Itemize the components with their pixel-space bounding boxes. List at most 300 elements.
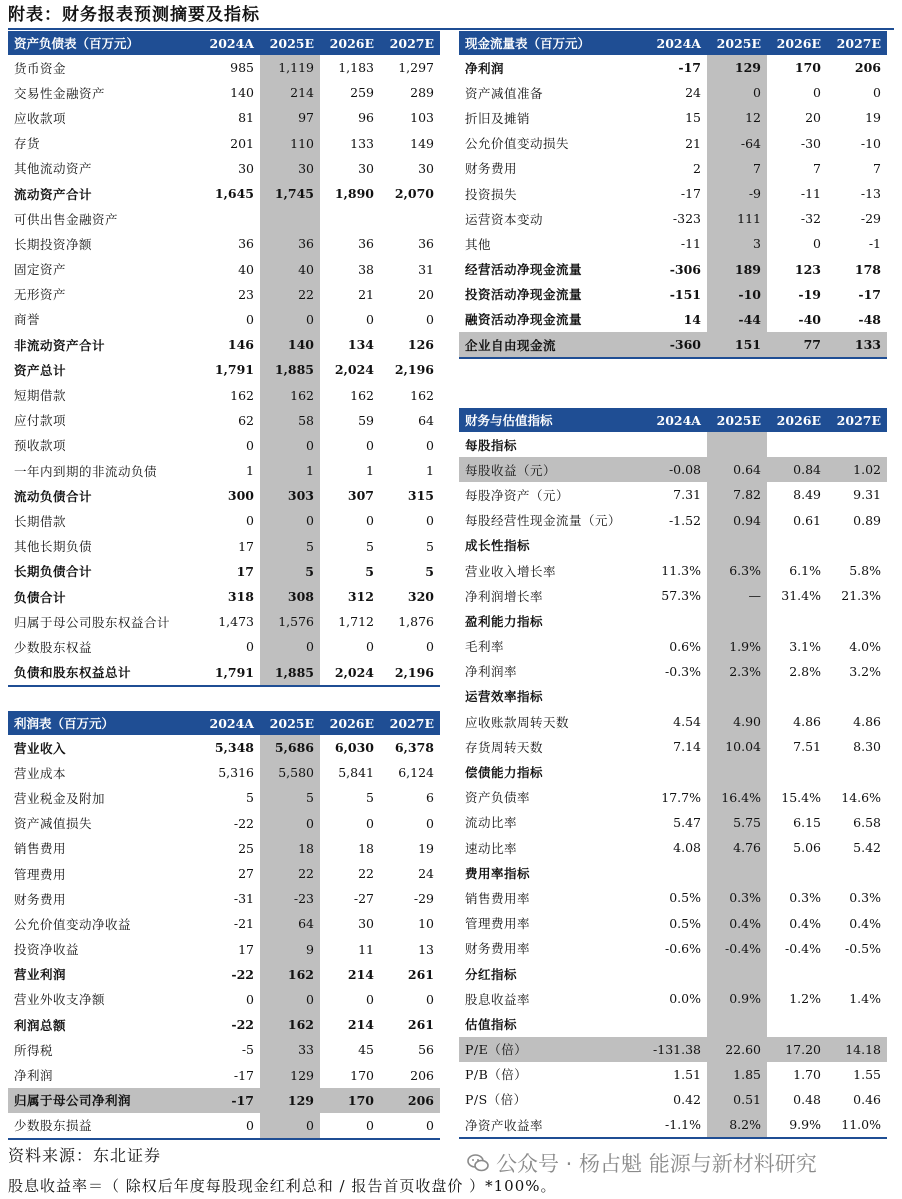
cell-value: 5,580 [260, 760, 320, 785]
cell-value [767, 860, 827, 885]
cell-value: 1,876 [398, 614, 434, 630]
cell-value: -0.4% [785, 940, 821, 956]
row-label: 净利润率 [465, 664, 518, 680]
cell-value: 4.86 [793, 714, 821, 730]
cell-value: 64 [260, 911, 320, 936]
cell-value: -22 [233, 815, 254, 831]
cell-value: -17 [194, 1088, 260, 1113]
table-row [8, 508, 440, 533]
cell-value: 77 [767, 332, 827, 358]
cell-value: 0.4% [707, 911, 767, 936]
row-label: 销售费用率 [465, 890, 531, 906]
cell-value: 0 [366, 437, 374, 453]
cell-value: -23 [260, 886, 320, 911]
cell-value: 146 [227, 337, 254, 353]
cell-value: 103 [410, 110, 434, 126]
row-label: 存货周转天数 [465, 739, 544, 755]
cell-value: 149 [410, 135, 434, 151]
cell-value: 2 [693, 160, 701, 176]
table-row [459, 1062, 887, 1087]
cell-value [827, 432, 887, 457]
row-label: 一年内到期的非流动负债 [14, 463, 158, 479]
cell-value: 0 [246, 991, 254, 1007]
balance-sheet-table [8, 31, 440, 687]
table-row [459, 986, 887, 1011]
cell-value: 38 [358, 261, 374, 277]
cell-value: 2.8% [789, 663, 821, 679]
cell-value: 0 [426, 311, 434, 327]
cell-value: -360 [641, 332, 707, 358]
cell-value: 5 [425, 563, 434, 579]
cell-value: -27 [353, 891, 374, 907]
row-label: 少数股东权益 [14, 639, 93, 655]
cell-value: -323 [672, 211, 701, 227]
cell-value: 2,196 [380, 660, 440, 686]
cell-value: 5 [426, 538, 434, 554]
cell-value: -151 [669, 286, 701, 302]
cell-value: 201 [230, 135, 254, 151]
cell-value: 307 [347, 488, 374, 504]
cell-value: 0 [366, 991, 374, 1007]
row-label: 应收款项 [14, 110, 67, 126]
cell-value: 5 [260, 534, 320, 559]
cell-value: 0.6% [669, 638, 701, 654]
cell-value: 1.2% [789, 991, 821, 1007]
year-column-header: 2026E [767, 31, 827, 55]
cell-value: 16.4% [707, 785, 767, 810]
cell-value: 5.47 [673, 814, 701, 830]
cell-value: 1,297 [398, 60, 434, 76]
cell-value: 1,791 [194, 660, 260, 686]
data-table [459, 31, 887, 359]
cell-value: 0 [426, 815, 434, 831]
cell-value: 10 [418, 916, 434, 932]
watermark-text: 公众号 · 杨占魁 能源与新材料研究 [496, 1152, 817, 1176]
cell-value: 25 [238, 840, 254, 856]
cell-value: 30 [358, 916, 374, 932]
row-label: 股息收益率 [465, 991, 531, 1007]
cell-value [767, 608, 827, 633]
cell-value: 4.76 [707, 835, 767, 860]
cell-value: 0 [813, 85, 821, 101]
cell-value: 206 [410, 1067, 434, 1083]
cell-value: 1.70 [793, 1066, 821, 1082]
cell-value: 17 [238, 538, 254, 554]
cell-value: -0.08 [641, 457, 707, 482]
row-label: P/S（倍） [465, 1092, 527, 1108]
cell-value: -22 [231, 966, 254, 982]
cell-value: 15 [685, 110, 701, 126]
cell-value [707, 533, 767, 558]
cell-value: 162 [260, 382, 320, 407]
row-label: 流动负债合计 [14, 488, 93, 504]
cell-value: -21 [233, 916, 254, 932]
cell-value [707, 432, 767, 457]
table-row [459, 457, 887, 482]
cell-value: 315 [407, 488, 434, 504]
cell-value: 97 [260, 105, 320, 130]
row-label: 固定资产 [14, 262, 67, 278]
cell-value: 24 [685, 85, 701, 101]
table-row [8, 609, 440, 634]
cell-value: 8.49 [793, 487, 821, 503]
cell-value [707, 1011, 767, 1036]
cell-value: -1 [868, 236, 881, 252]
cell-value: 6.1% [789, 563, 821, 579]
cell-value: -17 [678, 60, 701, 76]
cell-value [767, 759, 827, 784]
income-statement-table [8, 711, 440, 1140]
table-row [8, 886, 440, 911]
row-label: 流动比率 [465, 815, 518, 831]
cell-value: 10.04 [707, 734, 767, 759]
table-row [8, 282, 440, 307]
cell-value: 261 [407, 966, 434, 982]
cell-value: 162 [260, 962, 320, 987]
cell-value: 2,196 [394, 362, 434, 378]
cell-value: -22 [231, 1017, 254, 1033]
row-label: 应收账款周转天数 [465, 714, 570, 730]
cell-value: -10 [707, 282, 767, 307]
cell-value: 7 [873, 160, 881, 176]
cell-value: 19 [418, 840, 434, 856]
cell-value: 2,024 [334, 362, 374, 378]
row-label: 营业外收支净额 [14, 992, 106, 1008]
cell-value: 18 [358, 840, 374, 856]
wechat-icon [466, 1151, 490, 1175]
cell-value: 15.4% [781, 789, 821, 805]
row-label: 成长性指标 [465, 538, 531, 554]
cell-value: 303 [260, 483, 320, 508]
cell-value: 9.9% [767, 1112, 827, 1138]
table-row [8, 962, 440, 987]
cell-value: 1.85 [707, 1062, 767, 1087]
cell-value: 110 [260, 131, 320, 156]
cell-value: 36 [238, 236, 254, 252]
cell-value: -40 [798, 311, 821, 327]
row-label: 公允价值变动净收益 [14, 916, 132, 932]
row-label: 利润总额 [14, 1017, 67, 1033]
cell-value: 0.46 [853, 1091, 881, 1107]
cell-value: 129 [260, 1062, 320, 1087]
row-label: 公允价值变动损失 [465, 136, 570, 152]
table-row [8, 735, 440, 760]
cell-value: 20 [418, 286, 434, 302]
cell-value: 6 [426, 790, 434, 806]
table-row [459, 231, 887, 256]
row-label: 长期负债合计 [14, 564, 93, 580]
table-row [459, 1087, 887, 1112]
row-label: 非流动资产合计 [14, 337, 106, 353]
cell-value: 7.31 [673, 487, 701, 503]
cell-value: 320 [407, 589, 434, 605]
cell-value: -48 [858, 311, 881, 327]
cell-value: -17 [233, 1067, 254, 1083]
table-row [8, 1062, 440, 1087]
table-row [459, 282, 887, 307]
cell-value: -1.52 [668, 512, 701, 528]
row-label: 销售费用 [14, 841, 67, 857]
table-row [8, 660, 440, 686]
cell-value: 0 [426, 437, 434, 453]
table-row [459, 634, 887, 659]
cell-value: 0 [380, 1113, 440, 1139]
cell-value: 162 [230, 387, 254, 403]
cell-value: 0 [707, 80, 767, 105]
cell-value: 22 [260, 282, 320, 307]
cell-value: 1,890 [334, 186, 374, 202]
row-label: 营业成本 [14, 765, 67, 781]
cell-value: 9 [260, 937, 320, 962]
year-column-header: 2027E [827, 408, 887, 432]
table-row [459, 206, 887, 231]
row-label: 运营效率指标 [465, 689, 544, 705]
row-label: 投资净收益 [14, 942, 80, 958]
cell-value: 0.9% [707, 986, 767, 1011]
row-label: 其他长期负债 [14, 539, 93, 555]
row-label: 预收款项 [14, 438, 67, 454]
table-row [8, 987, 440, 1012]
row-label: 负债和股东权益总计 [8, 660, 194, 686]
cell-value [641, 860, 707, 885]
cell-value: 206 [380, 1088, 440, 1113]
cell-value: 1.9% [707, 634, 767, 659]
cell-value: 0 [260, 508, 320, 533]
table-row [459, 583, 887, 608]
row-label: 流动资产合计 [14, 186, 93, 202]
source-note: 资料来源：东北证券 [8, 1146, 162, 1165]
cell-value: 3.2% [849, 663, 881, 679]
cell-value: -9 [707, 181, 767, 206]
cell-value: 140 [260, 332, 320, 357]
cell-value [641, 432, 707, 457]
cell-value: 5.06 [793, 840, 821, 856]
table-row [8, 231, 440, 256]
page-title: 附表：财务报表预测摘要及指标 [8, 5, 260, 25]
cell-value: — [707, 583, 767, 608]
row-label: 分红指标 [465, 966, 518, 982]
cell-value: -31 [233, 891, 254, 907]
cell-value [707, 759, 767, 784]
cell-value: 1.02 [827, 457, 887, 482]
cell-value [641, 1011, 707, 1036]
data-table [8, 31, 440, 687]
cell-value: 0.89 [853, 512, 881, 528]
row-label: 资产总计 [14, 362, 67, 378]
cell-value: 2,070 [394, 186, 434, 202]
dividend-yield-note: 股息收益率＝（ 除权后年度每股现金红利总和 / 报告首页收盘价 ）*100%。 [8, 1177, 557, 1195]
row-label: 费用率指标 [465, 865, 531, 881]
table-row [459, 482, 887, 507]
cell-value: 0.0% [669, 991, 701, 1007]
cell-value: 1,885 [260, 660, 320, 686]
year-column-header: 2024A [641, 408, 707, 432]
year-column-header: 2025E [260, 711, 320, 735]
cell-value: 162 [410, 387, 434, 403]
cash-flow-table [459, 31, 887, 359]
cell-value: 123 [794, 261, 821, 277]
cell-value: 129 [707, 55, 767, 80]
cell-value: 308 [260, 584, 320, 609]
cell-value: 14.6% [841, 789, 881, 805]
cell-value [827, 1011, 887, 1036]
table-row [8, 257, 440, 282]
cell-value: 14.18 [827, 1037, 887, 1062]
table-row [8, 785, 440, 810]
row-label: 交易性金融资产 [14, 85, 106, 101]
cell-value: 7 [707, 156, 767, 181]
cell-value: 22 [358, 866, 374, 882]
row-label: 管理费用 [14, 866, 67, 882]
cell-value: 0 [366, 639, 374, 655]
row-label: 净利润 [465, 60, 505, 76]
row-label: 财务费用 [465, 161, 518, 177]
year-column-header: 2027E [380, 31, 440, 55]
cell-value: 17 [236, 563, 254, 579]
table-row [8, 206, 440, 231]
cell-value: 162 [260, 1012, 320, 1037]
table-row [459, 533, 887, 558]
cell-value: 20 [805, 110, 821, 126]
table-row [459, 709, 887, 734]
cell-value [767, 533, 827, 558]
table-row [8, 1037, 440, 1062]
data-table [8, 711, 440, 1140]
cell-value: 1.55 [853, 1066, 881, 1082]
table-header-title: 利润表（百万元） [8, 711, 194, 735]
cell-value [260, 206, 320, 231]
cell-value: 0 [366, 513, 374, 529]
cell-value: 4.08 [673, 840, 701, 856]
table-row [8, 332, 440, 357]
table-row [459, 608, 887, 633]
cell-value: 5.42 [853, 840, 881, 856]
table-row [459, 257, 887, 282]
cell-value: 1 [260, 458, 320, 483]
row-label: 可供出售金融资产 [14, 211, 119, 227]
cell-value: 21.3% [841, 588, 881, 604]
cell-value: -29 [413, 891, 434, 907]
table-row [459, 759, 887, 784]
year-column-header: 2026E [767, 408, 827, 432]
cell-value: 214 [347, 966, 374, 982]
data-table [459, 408, 887, 1139]
year-column-header: 2024A [194, 711, 260, 735]
table-row [459, 1011, 887, 1036]
cell-value: 0 [260, 307, 320, 332]
row-label: 企业自由现金流 [459, 332, 641, 358]
cell-value: 1 [246, 463, 254, 479]
cell-value [827, 608, 887, 633]
cell-value: 21 [685, 135, 701, 151]
cell-value [641, 684, 707, 709]
cell-value: 170 [794, 60, 821, 76]
cell-value [827, 961, 887, 986]
cell-value [320, 206, 380, 231]
cell-value: 21 [358, 286, 374, 302]
table-row [8, 181, 440, 206]
row-label: 盈利能力指标 [465, 613, 544, 629]
table-row [8, 458, 440, 483]
cell-value [767, 961, 827, 986]
cell-value: 0.3% [789, 890, 821, 906]
cell-value: 3.1% [789, 638, 821, 654]
table-row [8, 559, 440, 584]
cell-value: 5,686 [260, 735, 320, 760]
row-label: 商誉 [14, 312, 41, 328]
table-row [459, 1112, 887, 1138]
cell-value: 0 [366, 311, 374, 327]
cell-value: -64 [707, 131, 767, 156]
table-row [8, 1113, 440, 1139]
cell-value [827, 684, 887, 709]
cell-value: -10 [860, 135, 881, 151]
cell-value: 31 [418, 261, 434, 277]
row-label: 资产减值损失 [14, 816, 93, 832]
cell-value: 59 [358, 412, 374, 428]
cell-value: 0.5% [669, 890, 701, 906]
cell-value: 0.42 [673, 1091, 701, 1107]
cell-value [827, 759, 887, 784]
cell-value: 36 [358, 236, 374, 252]
cell-value [194, 206, 260, 231]
cell-value: 5,316 [218, 765, 254, 781]
table-row [8, 634, 440, 659]
table-header-title: 资产负债表（百万元） [8, 31, 194, 55]
cell-value: 19 [865, 110, 881, 126]
cell-value: 5.75 [707, 810, 767, 835]
cell-value: 5 [366, 538, 374, 554]
cell-value: 126 [407, 337, 434, 353]
table-row [459, 684, 887, 709]
year-column-header: 2025E [260, 31, 320, 55]
table-row [459, 508, 887, 533]
cell-value: 5 [260, 785, 320, 810]
cell-value: 5,841 [338, 765, 374, 781]
table-row [8, 55, 440, 80]
cell-value: 45 [358, 1042, 374, 1058]
row-label: P/E（倍） [459, 1037, 641, 1062]
cell-value [707, 684, 767, 709]
cell-value: 0 [246, 311, 254, 327]
cell-value: 7.51 [793, 739, 821, 755]
cell-value [641, 608, 707, 633]
cell-value: 151 [707, 332, 767, 358]
cell-value: 2.3% [707, 659, 767, 684]
row-label: 营业收入 [14, 740, 67, 756]
cell-value: 6.3% [707, 558, 767, 583]
cell-value: 0.4% [789, 915, 821, 931]
table-row [459, 332, 887, 358]
cell-value: -0.3% [665, 663, 701, 679]
table-row [8, 811, 440, 836]
table-row [8, 483, 440, 508]
cell-value: 1,473 [218, 614, 254, 630]
row-label: 负债合计 [14, 589, 67, 605]
cell-value: 0.5% [669, 915, 701, 931]
row-label: 营业收入增长率 [465, 563, 557, 579]
cell-value: 0 [426, 991, 434, 1007]
table-row [459, 961, 887, 986]
cell-value: -44 [707, 307, 767, 332]
cell-value: 30 [238, 160, 254, 176]
cell-value: 9.31 [853, 487, 881, 503]
table-row [459, 810, 887, 835]
row-label: 长期投资净额 [14, 236, 93, 252]
title-divider [8, 28, 894, 30]
cell-value: 0 [246, 639, 254, 655]
year-column-header: 2025E [707, 408, 767, 432]
